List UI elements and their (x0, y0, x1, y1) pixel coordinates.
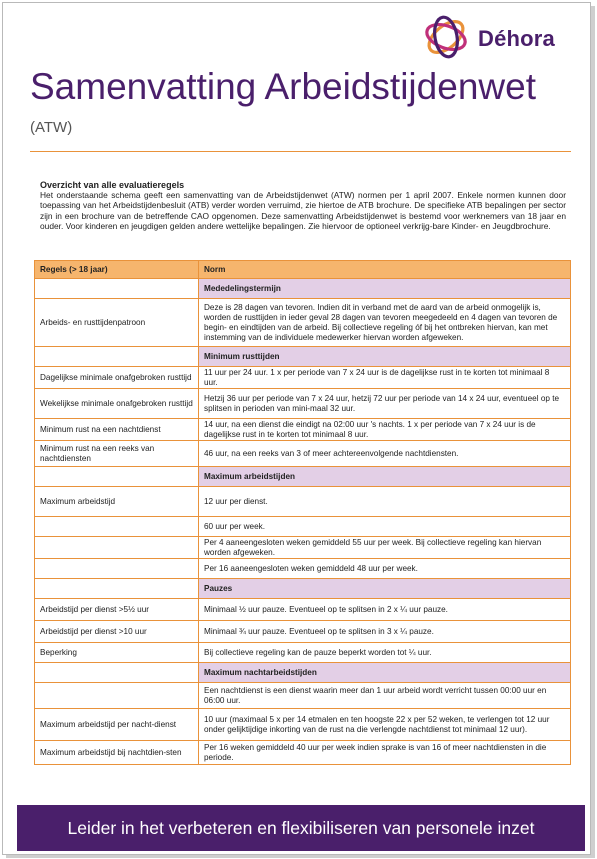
table-row (35, 741, 571, 765)
table-row (35, 419, 571, 441)
section-row (35, 467, 571, 487)
section-row (35, 663, 571, 683)
table-row (35, 441, 571, 467)
header-rule: Regels (> 18 jaar) (35, 261, 199, 279)
rule-cell: Minimum rust na een nachtdienst (35, 419, 199, 441)
norm-cell: Per 16 weken gemiddeld 40 uur per week indien sprake is van 16 of meer nachtdiensten in die periode. (199, 741, 571, 765)
rule-cell (35, 683, 199, 709)
rule-cell: Maximum arbeidstijd per nacht-dienst (35, 709, 199, 741)
section-blank-cell (35, 467, 199, 487)
section-row (35, 347, 571, 367)
norm-cell: Minimaal ½ uur pauze. Eventueel op te splitsen in 2 x ¼ uur pauze. (199, 599, 571, 621)
norm-cell: 11 uur per 24 uur. 1 x per periode van 7 x 24 uur is de dagelijkse rust in te korten tot minimaal 8 uur. (199, 367, 571, 389)
section-row (35, 579, 571, 599)
norm-cell: 14 uur, na een dienst die eindigt na 02:00 uur 's nachts. 1 x per periode van 7 x 24 uur is de dagelijkse rust in te korten tot minimaal 8 uur. (199, 419, 571, 441)
norm-cell: 12 uur per dienst. (199, 487, 571, 517)
table-row (35, 517, 571, 537)
rule-cell (35, 517, 199, 537)
footer-banner: Leider in het verbeteren en flexibiliseren van personele inzet (17, 805, 585, 851)
rule-cell: Arbeidstijd per dienst >10 uur (35, 621, 199, 643)
table-row (35, 643, 571, 663)
rule-cell: Maximum arbeidstijd (35, 487, 199, 517)
norms-table-body (35, 261, 571, 765)
norm-cell: Deze is 28 dagen van tevoren. Indien dit in verband met de aard van de arbeid onmogelijk is, worden de rusttijden in ieder geval 28 dagen van tevoren meegedeeld en 4 dagen van tevoren de begin- en eindtijden van de arbeid. Bij collectieve regeling óf bij het ontbreken hiervan, kan met instemming van de individuele medewerker hiervan worden afgeweken. (199, 299, 571, 347)
norm-cell: Minimaal ¾ uur pauze. Eventueel op te splitsen in 3 x ¼ pauze. (199, 621, 571, 643)
norm-cell: 46 uur, na een reeks van 3 of meer achtereenvolgende nachtdiensten. (199, 441, 571, 467)
table-row (35, 559, 571, 579)
section-row (35, 279, 571, 299)
rule-cell: Beperking (35, 643, 199, 663)
page-shadow-right (591, 6, 595, 857)
brand-name: Déhora (478, 26, 555, 51)
page-title: Samenvatting Arbeidstijdenwet (30, 66, 536, 107)
page-subtitle: (ATW) (30, 119, 73, 136)
section-blank-cell (35, 579, 199, 599)
section-label: Mededelingstermijn (199, 279, 571, 299)
norm-cell: 10 uur (maximaal 5 x per 14 etmalen en ten hoogste 22 x per 52 weken, te verlengen tot 12 uur onder gelijktijdige inkorting van de rust na die verlengde nachtdienst tot minimaal 12 uur). (199, 709, 571, 741)
norms-table (34, 260, 571, 765)
norm-cell: Bij collectieve regeling kan de pauze beperkt worden tot ¼ uur. (199, 643, 571, 663)
rule-cell: Minimum rust na een reeks van nachtdiensten (35, 441, 199, 467)
rule-cell: Arbeidstijd per dienst >5½ uur (35, 599, 199, 621)
section-label: Minimum rusttijden (199, 347, 571, 367)
section-label: Pauzes (199, 579, 571, 599)
norm-cell: Per 16 aaneengesloten weken gemiddeld 48 uur per week. (199, 559, 571, 579)
rule-cell (35, 559, 199, 579)
section-blank-cell (35, 347, 199, 367)
intro-heading: Overzicht van alle evaluatieregels (40, 180, 185, 190)
section-blank-cell (35, 663, 199, 683)
rule-cell: Wekelijkse minimale onafgebroken rusttijd (35, 389, 199, 419)
table-row (35, 709, 571, 741)
norm-cell: 60 uur per week. (199, 517, 571, 537)
section-blank-cell (35, 279, 199, 299)
section-label: Maximum nachtarbeidstijden (199, 663, 571, 683)
title-divider (30, 151, 571, 152)
section-label: Maximum arbeidstijden (199, 467, 571, 487)
norm-cell: Per 4 aaneengesloten weken gemiddeld 55 uur per week. Bij collectieve regeling kan hiervan worden afgeweken. (199, 537, 571, 559)
table-row (35, 487, 571, 517)
header-norm: Norm (199, 261, 571, 279)
table-row (35, 367, 571, 389)
table-row (35, 299, 571, 347)
table-row (35, 683, 571, 709)
norm-cell: Een nachtdienst is een dienst waarin meer dan 1 uur arbeid wordt verricht tussen 00:00 uur en 06:00 uur. (199, 683, 571, 709)
table-header-row (35, 261, 571, 279)
rule-cell: Arbeids- en rusttijdenpatroon (35, 299, 199, 347)
rule-cell (35, 537, 199, 559)
rule-cell: Maximum arbeidstijd bij nachtdien-sten (35, 741, 199, 765)
rule-cell: Dagelijkse minimale onafgebroken rusttijd (35, 367, 199, 389)
table-row (35, 599, 571, 621)
page-shadow-bottom (6, 855, 595, 858)
intro-text: Het onderstaande schema geeft een samenvatting van de Arbeidstijdenwet (ATW) normen per 1 april 2007. Enkele normen kunnen door toepassing van het Arbeidstijdenbesluit (ATB) verder worden verruimd, zie hiertoe de ATB brochure. De specifieke ATB bepalingen per sector zijn in een brochure van de betreffende CAO opgenomen. Deze samenvatting Arbeidstijdenwet is bestemd voor werknemers van 18 jaar en ouder. Voor kinderen en jeugdigen gelden andere wettelijke bepalingen. Zie hiervoor de optioneel verkrijg-bare Kinder- en Jeugdbrochure. (40, 190, 566, 232)
table-row (35, 621, 571, 643)
norm-cell: Hetzij 36 uur per periode van 7 x 24 uur, hetzij 72 uur per periode van 14 x 24 uur, eventueel op te splitsen in perioden van mini-maal 32 uur. (199, 389, 571, 419)
table-row (35, 537, 571, 559)
table-row (35, 389, 571, 419)
